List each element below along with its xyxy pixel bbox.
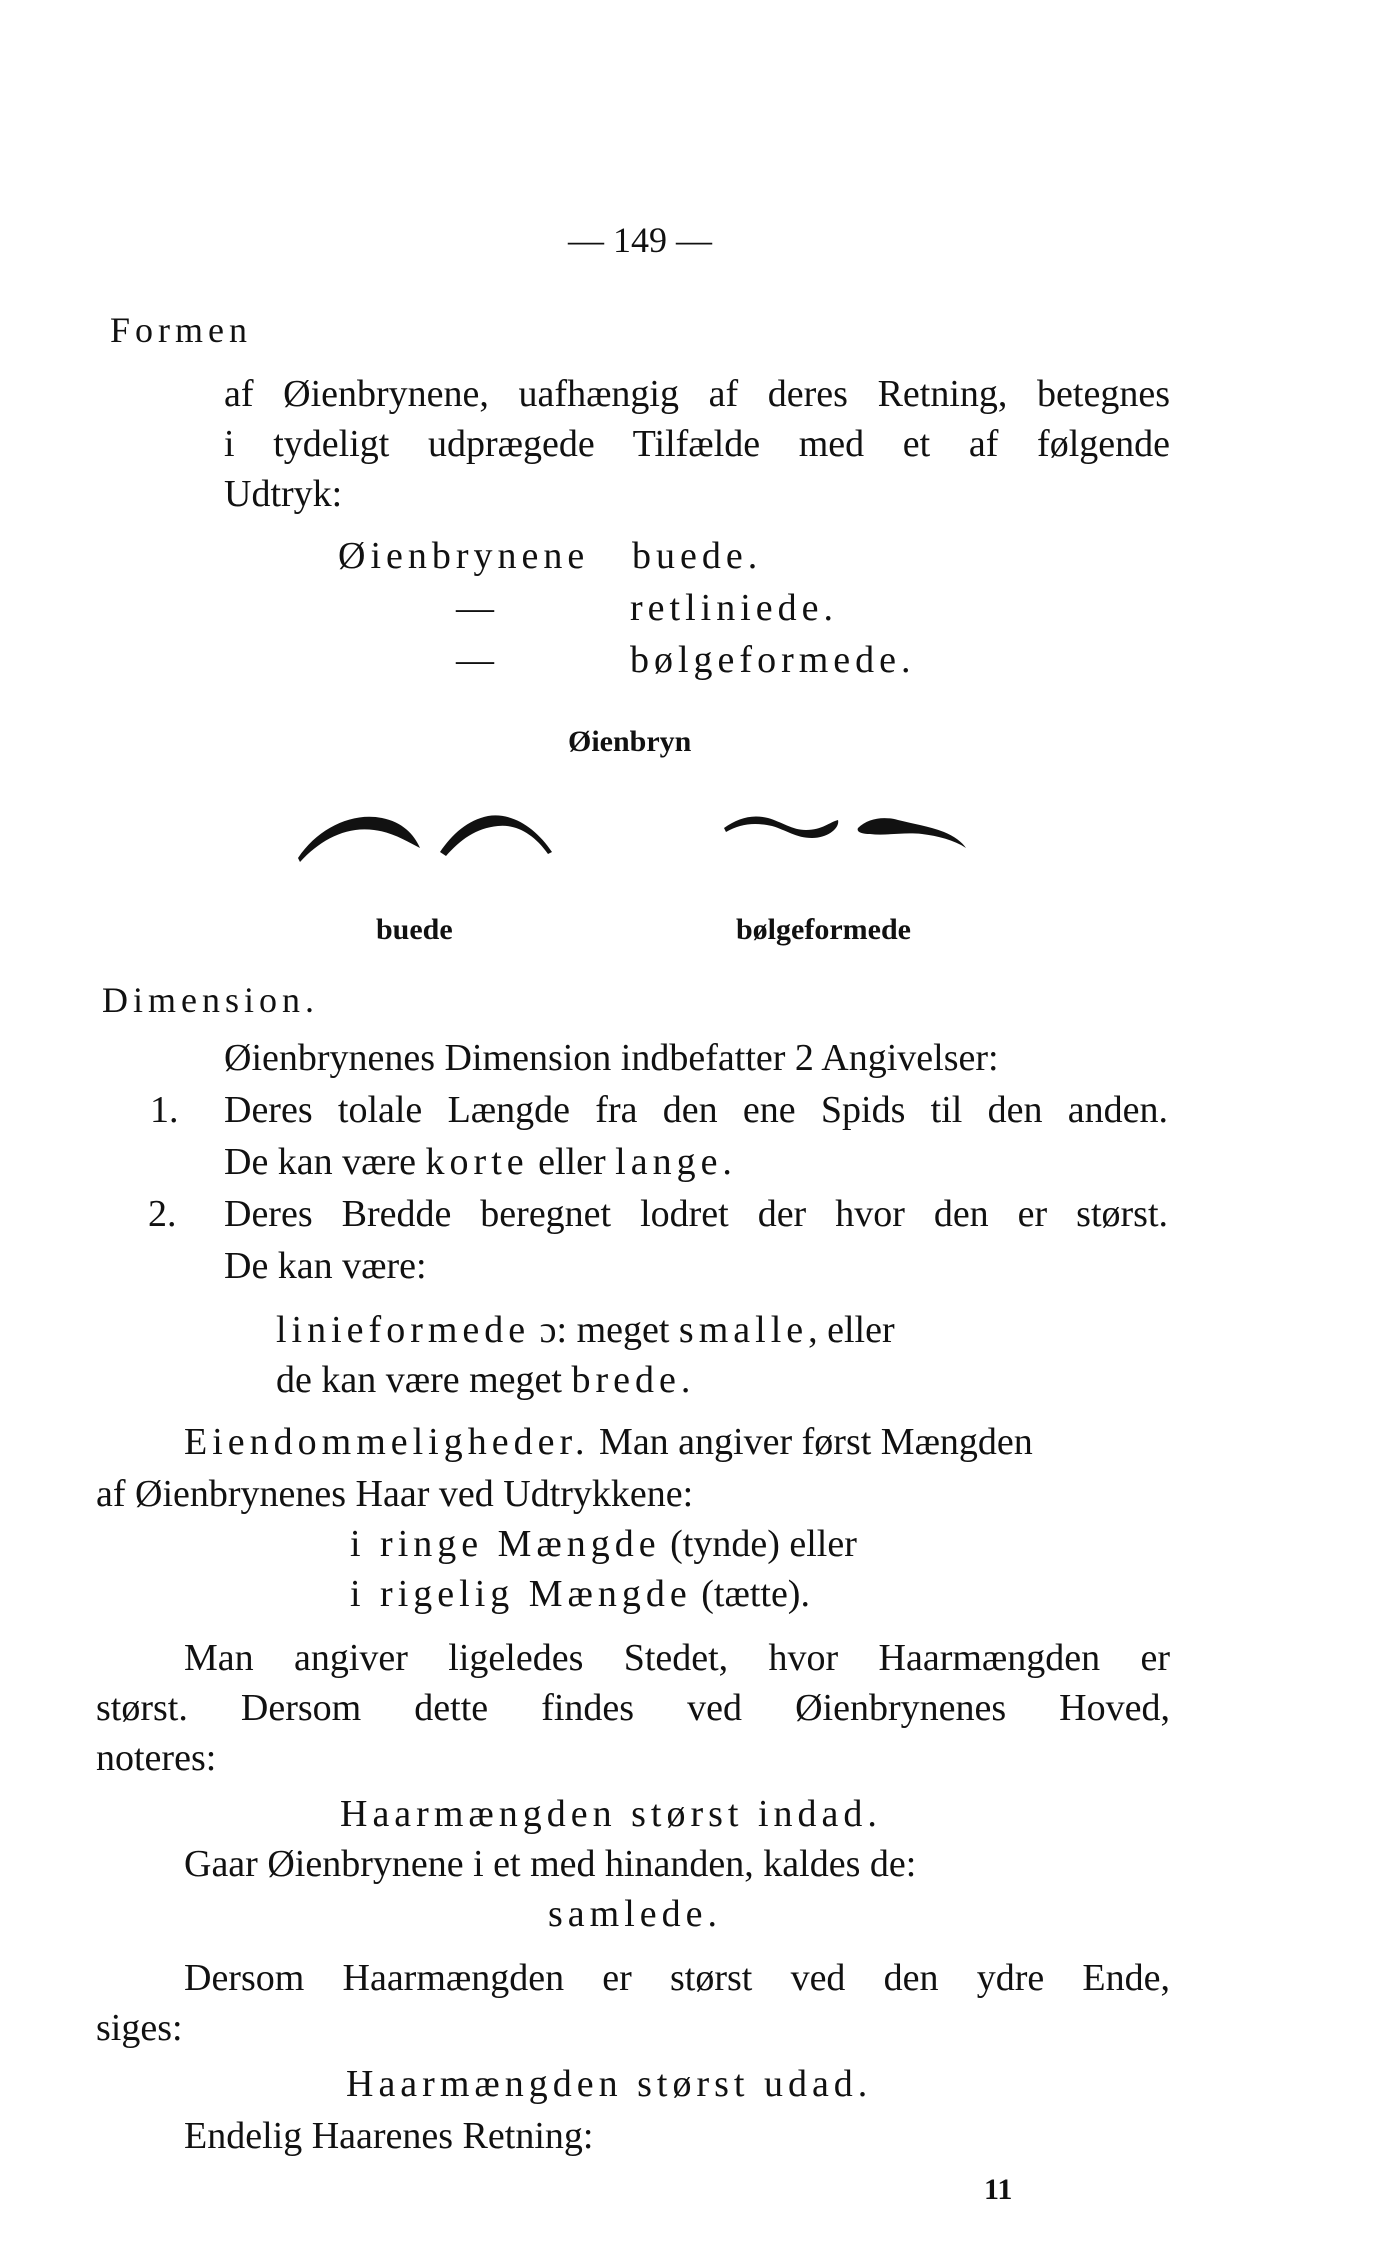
formen-intro-line-3: Udtryk: <box>224 473 343 515</box>
para2-line-1: Man angiver ligeledes Stedet, hvor Haarmængden er <box>184 1637 1170 1679</box>
width-option-1 <box>276 1306 895 1354</box>
formen-intro-line-2: i tydeligt udprægede Tilfælde med et af følgende <box>224 423 1170 465</box>
width-option-smalle: smalle <box>678 1309 809 1351</box>
item-number-1: 1. <box>150 1089 179 1131</box>
para4-line-2: siges: <box>96 2007 183 2049</box>
expression-ringe-plain: (tynde) eller <box>670 1523 857 1565</box>
expression-ringe <box>350 1520 857 1568</box>
signature-mark: 11 <box>984 2173 1013 2206</box>
item1-sub-lead: De kan være <box>224 1141 417 1183</box>
eiendom-line-2: af Øienbrynenes Haar ved Udtrykkene: <box>96 1473 694 1515</box>
item1-sub-korte: korte <box>425 1141 529 1183</box>
formen-intro-line-1: af Øienbrynene, uafhængig af deres Retning, betegnes <box>224 373 1170 415</box>
figure-title: Øienbryn <box>568 725 692 758</box>
term-prefix-3: — <box>456 639 494 681</box>
eyebrow-arched-2 <box>440 815 552 856</box>
para5: Endelig Haarenes Retning: <box>184 2115 594 2157</box>
term-retliniede: retliniede. <box>630 587 838 629</box>
width-option-meget: ɔ: meget <box>539 1309 670 1351</box>
width-option-eller: , eller <box>808 1309 895 1351</box>
expression-rigelig <box>350 1570 810 1618</box>
expression-ringe-spaced: i ringe Mængde <box>350 1523 661 1565</box>
width-option-brede: brede. <box>571 1359 696 1401</box>
item-text-2: Deres Bredde beregnet lodret der hvor den er størst. <box>224 1193 1168 1235</box>
item-number-2: 2. <box>148 1193 177 1235</box>
term-bolgeformede: bølgeformede. <box>630 639 916 681</box>
para2-line-2: størst. Dersom dette findes ved Øienbrynenes Hoved, <box>96 1687 1170 1729</box>
term-buede: buede. <box>632 535 763 577</box>
width-option-2-lead: de kan være meget <box>276 1359 562 1401</box>
eyebrow-arched-1 <box>298 817 420 862</box>
width-option-2 <box>276 1356 695 1404</box>
caption-buede: buede <box>376 913 453 946</box>
para4-line-1: Dersom Haarmængden er størst ved den ydre Ende, <box>184 1957 1170 1999</box>
expression-udad: Haarmængden størst udad. <box>346 2063 873 2105</box>
eyebrow-wavy-2 <box>858 818 966 848</box>
expression-rigelig-plain: (tætte). <box>701 1573 810 1615</box>
item1-sub-mid: eller <box>538 1141 606 1183</box>
eiendom-line-1-rest: Man angiver først Mængden <box>599 1421 1033 1463</box>
term-prefix-1: Øienbrynene <box>338 535 590 577</box>
expression-rigelig-spaced: i rigelig Mængde <box>350 1573 692 1615</box>
para3: Gaar Øienbrynene i et med hinanden, kaldes de: <box>184 1843 917 1885</box>
eyebrow-wavy-1 <box>724 816 838 838</box>
expression-indad: Haarmængden størst indad. <box>340 1793 882 1835</box>
item1-sub <box>224 1138 737 1186</box>
item1-sub-lange: lange. <box>615 1141 737 1183</box>
section-heading-formen: Formen <box>110 310 252 350</box>
section-heading-eiendommeligheder: Eiendommeligheder. <box>184 1421 590 1463</box>
para2-line-3: noteres: <box>96 1737 217 1779</box>
caption-bolgeformede: bølgeformede <box>736 913 911 946</box>
dimension-intro: Øienbrynenes Dimension indbefatter 2 Angivelser: <box>224 1037 999 1079</box>
section-heading-dimension: Dimension. <box>102 980 319 1020</box>
width-option-linieformede: linieformede <box>276 1309 531 1351</box>
page-number: — 149 — <box>568 220 712 260</box>
item-text-1: Deres tolale Længde fra den ene Spids til den anden. <box>224 1089 1168 1131</box>
item2-sub: De kan være: <box>224 1245 427 1287</box>
eyebrow-figure <box>290 790 970 880</box>
expression-samlede: samlede. <box>548 1893 723 1935</box>
eiendom-line-1 <box>184 1418 1033 1466</box>
term-prefix-2: — <box>456 587 494 629</box>
